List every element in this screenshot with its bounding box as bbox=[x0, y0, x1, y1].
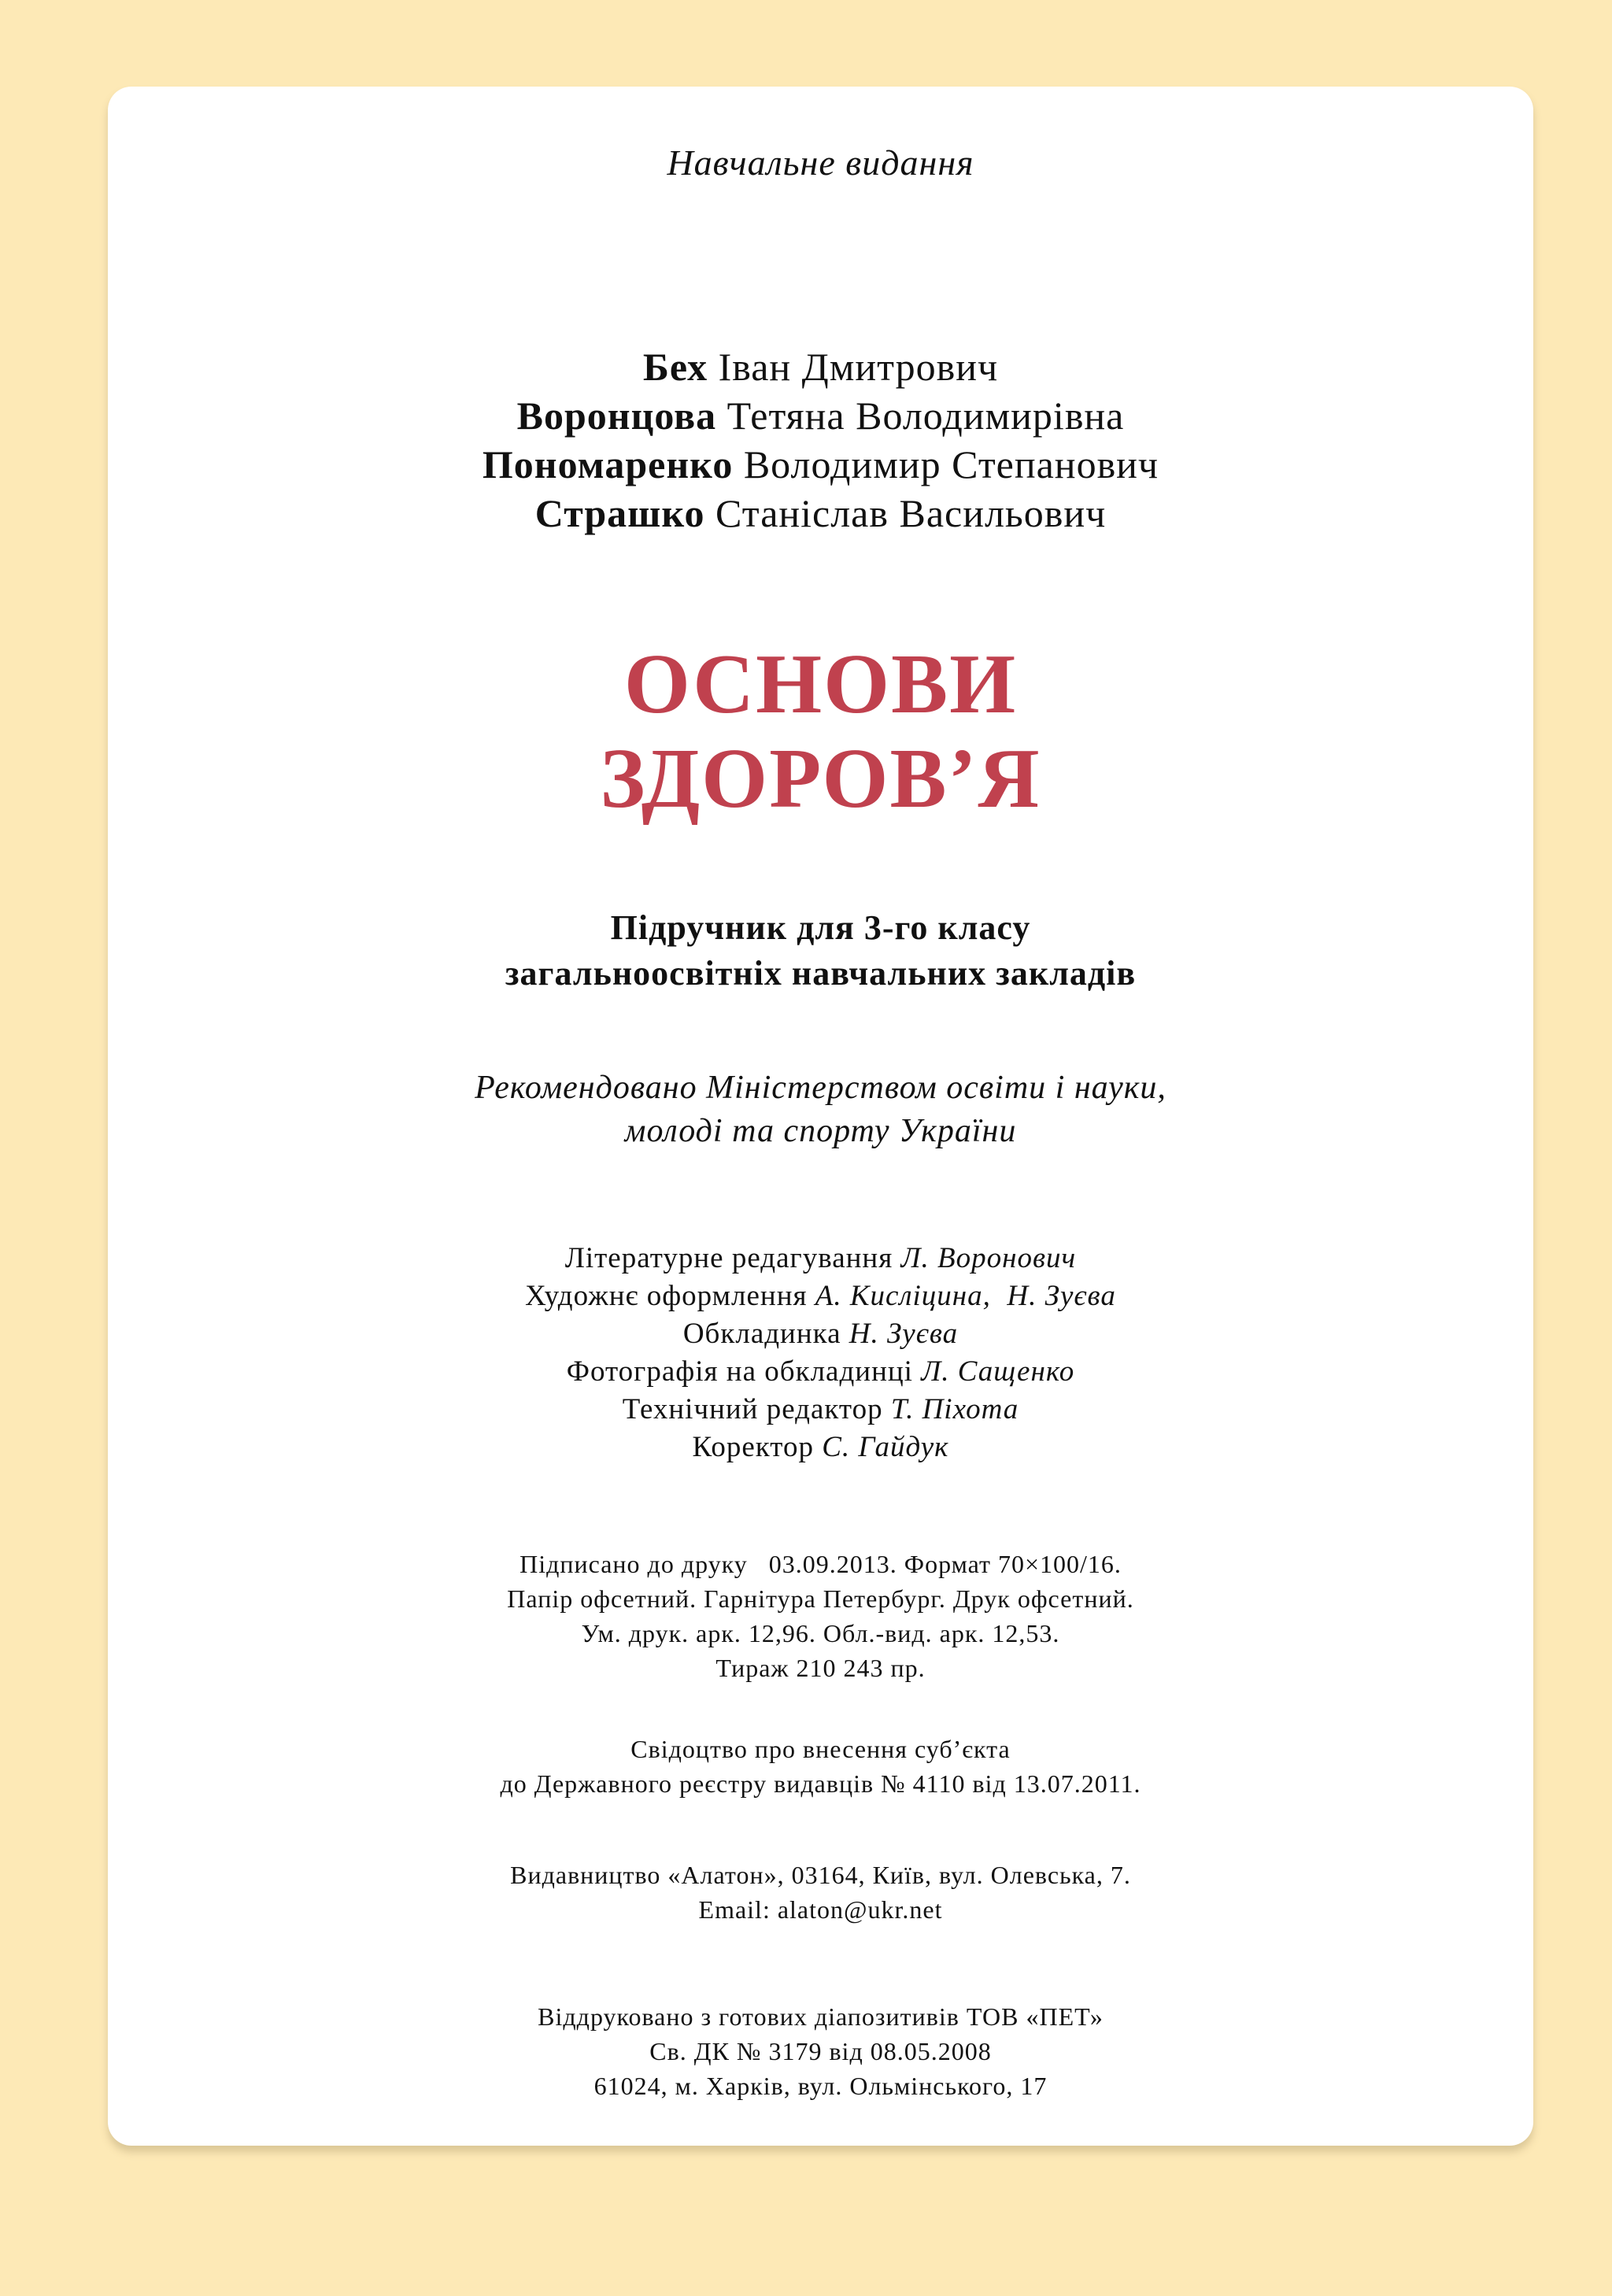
credit-person: С. Гайдук bbox=[822, 1431, 949, 1463]
author-name: Іван Дмитрович bbox=[718, 345, 999, 389]
author-surname: Пономаренко bbox=[482, 442, 734, 486]
book-subtitle bbox=[108, 905, 1533, 996]
credit-role: Літературне редагування bbox=[564, 1242, 893, 1274]
author-surname: Страшко bbox=[534, 491, 705, 535]
author-line bbox=[108, 391, 1533, 440]
credit-person: А. Кисліцина, Н. Зуєва bbox=[815, 1280, 1116, 1312]
printer-info bbox=[108, 1999, 1533, 2103]
author-name: Володимир Степанович bbox=[743, 442, 1159, 486]
credit-person: Л. Воронович bbox=[900, 1242, 1077, 1274]
credit-line bbox=[108, 1315, 1533, 1353]
credit-person: Т. Піхота bbox=[890, 1393, 1019, 1425]
author-surname: Воронцова bbox=[516, 394, 717, 438]
print-info-line: Ум. друк. арк. 12,96. Обл.-вид. арк. 12,53. bbox=[581, 1619, 1060, 1647]
certificate-line: Свідоцтво про внесення суб’єкта bbox=[630, 1735, 1011, 1763]
recommendation-note bbox=[108, 1067, 1533, 1153]
printer-line: Віддруковано з готових діапозитивів ТОВ «ПЕТ» bbox=[538, 2002, 1104, 2031]
print-info-line: Підписано до друку 03.09.2013. Формат 70×100/16. bbox=[519, 1550, 1122, 1578]
credit-person: Л. Сащенко bbox=[921, 1355, 1075, 1388]
credit-line bbox=[108, 1240, 1533, 1277]
publisher-info bbox=[108, 1858, 1533, 1927]
book-title-line: ЗДОРОВ’Я bbox=[600, 732, 1041, 826]
author-line bbox=[108, 342, 1533, 391]
credit-role: Художнє оформлення bbox=[525, 1280, 808, 1312]
credit-line bbox=[108, 1353, 1533, 1391]
publisher-line: Email: alaton@ukr.net bbox=[698, 1895, 943, 1924]
credit-person: Н. Зуєва bbox=[849, 1318, 959, 1350]
subtitle-line: Підручник для 3-го класу bbox=[610, 908, 1031, 947]
print-info-line: Папір офсетний. Гарнітура Петербург. Друк офсетний. bbox=[507, 1584, 1134, 1613]
book-title-line: ОСНОВИ bbox=[623, 638, 1018, 731]
authors-list bbox=[108, 342, 1533, 538]
printer-line: 61024, м. Харків, вул. Ольмінського, 17 bbox=[593, 2072, 1048, 2100]
credit-line bbox=[108, 1277, 1533, 1315]
credit-line bbox=[108, 1429, 1533, 1466]
credit-line bbox=[108, 1391, 1533, 1429]
publisher-certificate bbox=[108, 1732, 1533, 1801]
author-name: Станіслав Васильович bbox=[715, 491, 1107, 535]
book-title bbox=[108, 638, 1533, 826]
author-name: Тетяна Володимирівна bbox=[727, 394, 1125, 438]
print-info bbox=[108, 1547, 1533, 1685]
author-line bbox=[108, 440, 1533, 489]
credit-role: Коректор bbox=[692, 1431, 814, 1463]
credit-role: Обкладинка bbox=[682, 1318, 841, 1350]
subtitle-line: загальноосвітніх навчальних закладів bbox=[505, 954, 1137, 993]
publisher-line: Видавництво «Алатон», 03164, Київ, вул. Олевська, 7. bbox=[510, 1861, 1131, 1889]
print-info-line: Тираж 210 243 пр. bbox=[715, 1654, 926, 1682]
credit-role: Фотографія на обкладинці bbox=[566, 1355, 913, 1388]
printer-line: Св. ДК № 3179 від 08.05.2008 bbox=[649, 2037, 992, 2065]
author-line bbox=[108, 489, 1533, 538]
credit-role: Технічний редактор bbox=[622, 1393, 883, 1425]
recommendation-line: молоді та спорту України bbox=[624, 1113, 1017, 1149]
author-surname: Бех bbox=[642, 345, 708, 389]
certificate-line: до Державного реєстру видавців № 4110 від 13.07.2011. bbox=[500, 1769, 1141, 1798]
title-page bbox=[108, 87, 1533, 2146]
edition-label: Навчальне видання bbox=[667, 142, 974, 183]
recommendation-line: Рекомендовано Міністерством освіти і науки, bbox=[475, 1070, 1166, 1106]
credits-list bbox=[108, 1240, 1533, 1466]
